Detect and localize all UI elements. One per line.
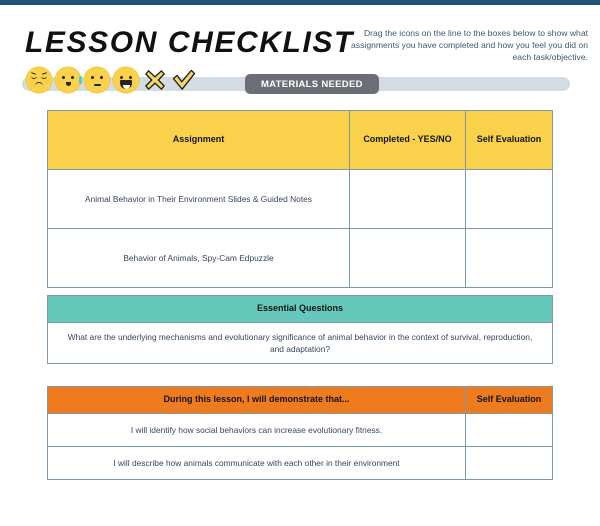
check-mark-icon[interactable] bbox=[171, 67, 197, 93]
table-row bbox=[48, 323, 552, 363]
page-title: LESSON CHECKLIST bbox=[25, 26, 354, 59]
x-mark-icon[interactable] bbox=[142, 67, 168, 93]
table-row bbox=[48, 414, 552, 447]
column-header-completed: Completed - YES/NO bbox=[350, 111, 466, 169]
assignment-table bbox=[47, 110, 553, 288]
mouth-frown bbox=[35, 82, 43, 87]
eye-left bbox=[31, 75, 37, 79]
table-header-row bbox=[48, 111, 552, 170]
demonstrate-table bbox=[47, 386, 553, 480]
column-header-self-evaluation: Self Evaluation bbox=[466, 387, 552, 413]
tongue bbox=[123, 85, 130, 89]
column-header-assignment: Assignment bbox=[48, 111, 350, 169]
mouth-flat bbox=[94, 84, 101, 86]
materials-needed-badge[interactable]: MATERIALS NEEDED bbox=[245, 74, 379, 94]
essential-questions-header: Essential Questions bbox=[48, 296, 552, 322]
tear-drop bbox=[79, 76, 82, 84]
table-row bbox=[48, 229, 552, 287]
table-row bbox=[48, 170, 552, 229]
table-header-row bbox=[48, 296, 552, 323]
cell-assignment: Behavior of Animals, Spy-Cam Edpuzzle bbox=[48, 229, 350, 287]
mouth-small bbox=[66, 82, 71, 86]
cell-completed-dropzone[interactable] bbox=[350, 170, 466, 228]
eye-left bbox=[91, 76, 94, 79]
cell-self-evaluation-dropzone[interactable] bbox=[466, 229, 552, 287]
top-accent-bar bbox=[0, 0, 600, 5]
cell-objective: I will describe how animals communicate with each other in their environment bbox=[48, 447, 466, 479]
draggable-icon-row bbox=[26, 67, 197, 93]
cell-objective: I will identify how social behaviors can increase evolutionary fitness. bbox=[48, 414, 466, 446]
page-header bbox=[0, 22, 600, 72]
essential-questions-body: What are the underlying mechanisms and evolutionary significance of animal behavior in the context of survival, reproduction, and adaptation? bbox=[67, 331, 533, 354]
table-row bbox=[48, 447, 552, 479]
column-header-demonstrate: During this lesson, I will demonstrate that... bbox=[48, 387, 466, 413]
essential-questions-table bbox=[47, 295, 553, 364]
cell-assignment: Animal Behavior in Their Environment Slides & Guided Notes bbox=[48, 170, 350, 228]
eye-right bbox=[129, 76, 132, 79]
eye-left bbox=[120, 76, 123, 79]
eye-right bbox=[71, 76, 74, 79]
eye-right bbox=[41, 75, 47, 79]
cell-self-evaluation-dropzone[interactable] bbox=[466, 447, 552, 479]
neutral-emoji[interactable] bbox=[84, 67, 110, 93]
eye-right bbox=[100, 76, 103, 79]
table-header-row bbox=[48, 387, 552, 414]
eye-left bbox=[62, 76, 65, 79]
column-header-self-evaluation: Self Evaluation bbox=[466, 111, 552, 169]
sad-crying-emoji[interactable] bbox=[26, 67, 52, 93]
cell-completed-dropzone[interactable] bbox=[350, 229, 466, 287]
happy-emoji[interactable] bbox=[113, 67, 139, 93]
cell-self-evaluation-dropzone[interactable] bbox=[466, 414, 552, 446]
worried-tear-emoji[interactable] bbox=[55, 67, 81, 93]
cell-self-evaluation-dropzone[interactable] bbox=[466, 170, 552, 228]
instructions-text: Drag the icons on the line to the boxes below to show what assignments you have completed and how you feel you did on each task/objective. bbox=[351, 28, 588, 62]
